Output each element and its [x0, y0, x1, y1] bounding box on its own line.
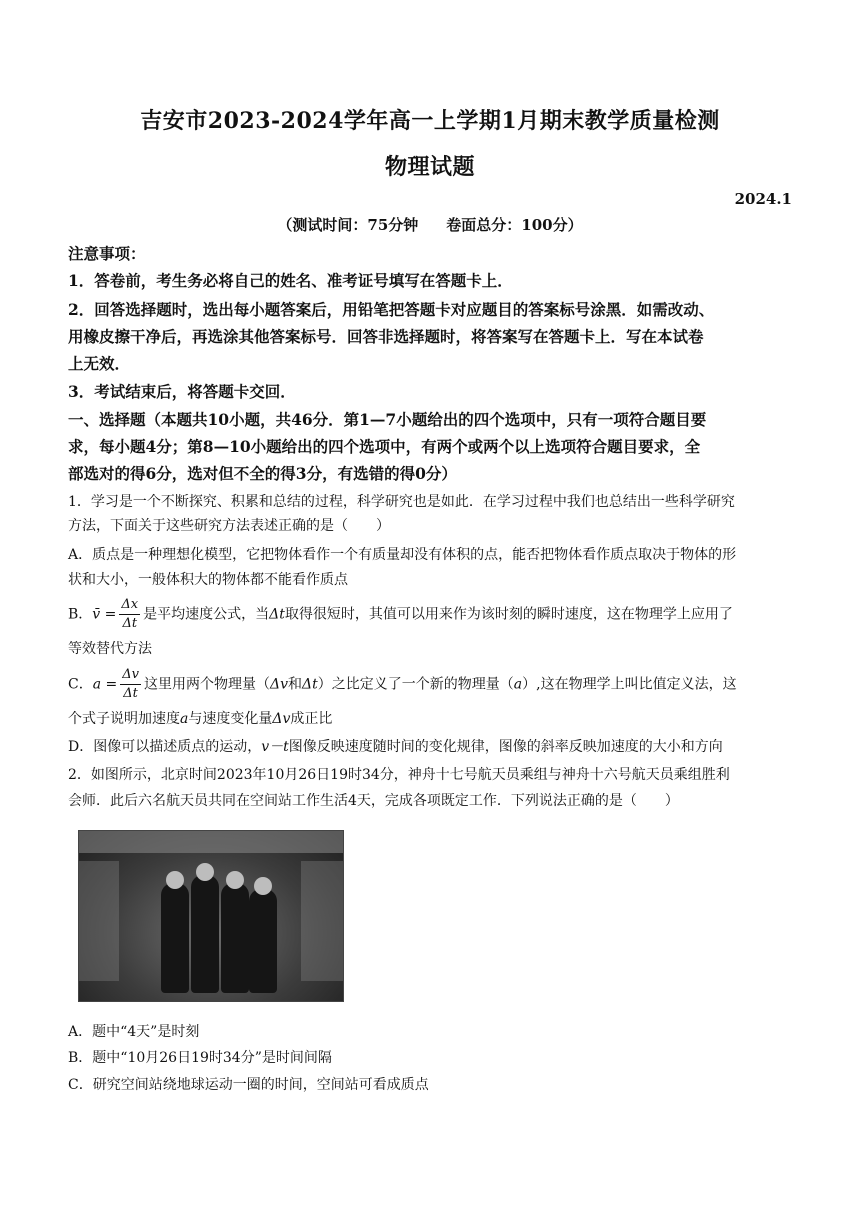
q1-c2-a: a [180, 711, 189, 727]
q1-option-d [68, 735, 792, 759]
q1-b-label: B． [68, 606, 93, 623]
exam-meta [0, 214, 860, 235]
q2-option-a: A．题中“4天”是时刻 [68, 1024, 200, 1040]
q1-option-a-line-1: A．质点是一种理想化模型，它把物体看作一个有质量却没有体积的点，能否把物体看作质点取决于物体的形 [68, 547, 737, 563]
q1-option-c-line-2 [68, 707, 792, 731]
q1-c-fraction [120, 666, 141, 703]
note-3: 3．考试结束后，将答题卡交回． [68, 382, 296, 401]
exam-time: （测试时间：75分钟 [277, 216, 419, 234]
q1-c2-text-1: 个式子说明加速度 [68, 711, 180, 727]
notes-heading: 注意事项： [68, 244, 146, 263]
q1-c-label: C． [68, 676, 93, 693]
q1-c2-text-2: 与速度变化量 [188, 711, 273, 727]
q2-option-c: C．研究空间站绕地球运动一圈的时间，空间站可看成质点 [68, 1077, 429, 1093]
q1-c-dt: Δt [302, 676, 318, 693]
section-intro-line-1: 一、选择题（本题共10小题，共46分．第1—7小题给出的四个选项中，只有一项符合题目要 [68, 410, 707, 429]
q1-c-lhs: a = [92, 676, 118, 693]
q1-stem-line-1: 1．学习是一个不断探究、积累和总结的过程，科学研究也是如此．在学习过程中我们也总结出一些科学研究 [68, 494, 735, 510]
q1-c-a: a [513, 676, 523, 693]
note-2-line-3: 上无效． [68, 354, 131, 373]
q1-b-fraction [119, 596, 140, 633]
q1-c-denominator: Δt [123, 686, 138, 701]
note-1: 1．答卷前，考生务必将自己的姓名、准考证号填写在答题卡上． [68, 271, 513, 290]
exam-date: 2024.1 [734, 190, 792, 208]
q1-c-text-1: 这里用两个物理量（ [143, 676, 270, 693]
q1-c2-text-3: 成正比 [290, 711, 333, 727]
astronaut-photo [78, 830, 344, 1002]
section-intro-line-2: 求，每小题4分；第8—10小题给出的四个选项中，有两个或两个以上选项符合题目要求，全 [68, 437, 701, 456]
q1-option-b [68, 596, 792, 633]
q1-c-text-3: ）,这在物理学上叫比值定义法，这 [522, 676, 737, 693]
q1-b-numerator: Δx [119, 596, 140, 615]
q1-b-lhs: v̄ = [92, 606, 117, 623]
exam-score: 卷面总分：100分） [446, 216, 583, 234]
q1-d-text-2: 图像反映速度随时间的变化规律，图像的斜率反映加速度的大小和方向 [288, 739, 723, 755]
section-intro-line-3: 部选对的得6分，选对但不全的得3分，有选错的得0分） [68, 464, 457, 483]
note-2-line-2: 用橡皮擦干净后，再选涂其他答案标号．回答非选择题时，将答案写在答题卡上．写在本试卷 [68, 327, 704, 346]
exam-subtitle: 物理试题 [384, 154, 475, 180]
q1-option-a-line-2: 状和大小，一般体积大的物体都不能看作质点 [68, 572, 348, 588]
q1-option-b-line-2: 等效替代方法 [68, 641, 152, 657]
q2-stem-line-2: 会师．此后六名航天员共同在空间站工作生活4天，完成各项既定工作．下列说法正确的是（ ） [68, 793, 679, 809]
q1-c-dv: Δv [269, 676, 289, 693]
q1-option-c [68, 666, 792, 703]
exam-title: 吉安市2023-2024学年高一上学期1月期末教学质量检测 [140, 108, 720, 134]
q2-stem-line-1: 2．如图所示，北京时间2023年10月26日19时34分，神舟十七号航天员乘组与神舟十六号航天员乘组胜利 [68, 767, 730, 783]
q1-b-text-2: 取得很短时，其值可以用来作为该时刻的瞬时速度，这在物理学上应用了 [284, 606, 733, 623]
q1-c-text-2: ）之比定义了一个新的物理量（ [317, 676, 514, 693]
q1-stem-line-2: 方法，下面关于这些研究方法表述正确的是（ ） [68, 518, 390, 534]
q1-b-dt: Δt [269, 606, 285, 623]
q1-c-numerator: Δv [120, 666, 141, 685]
note-2-line-1: 2．回答选择题时，选出每小题答案后，用铅笔把答题卡对应题目的答案标号涂黑．如需改动、 [68, 300, 715, 319]
q1-b-text-1: 是平均速度公式，当 [143, 606, 270, 623]
q1-b-denominator: Δt [122, 616, 138, 631]
q1-c-and: 和 [288, 676, 303, 693]
q1-d-vt: v－t [261, 739, 289, 755]
q1-d-text-1: D．图像可以描述质点的运动， [68, 739, 262, 755]
q1-c2-dv: Δv [272, 711, 291, 727]
q2-option-b: B．题中“10月26日19时34分”是时间间隔 [68, 1050, 332, 1066]
